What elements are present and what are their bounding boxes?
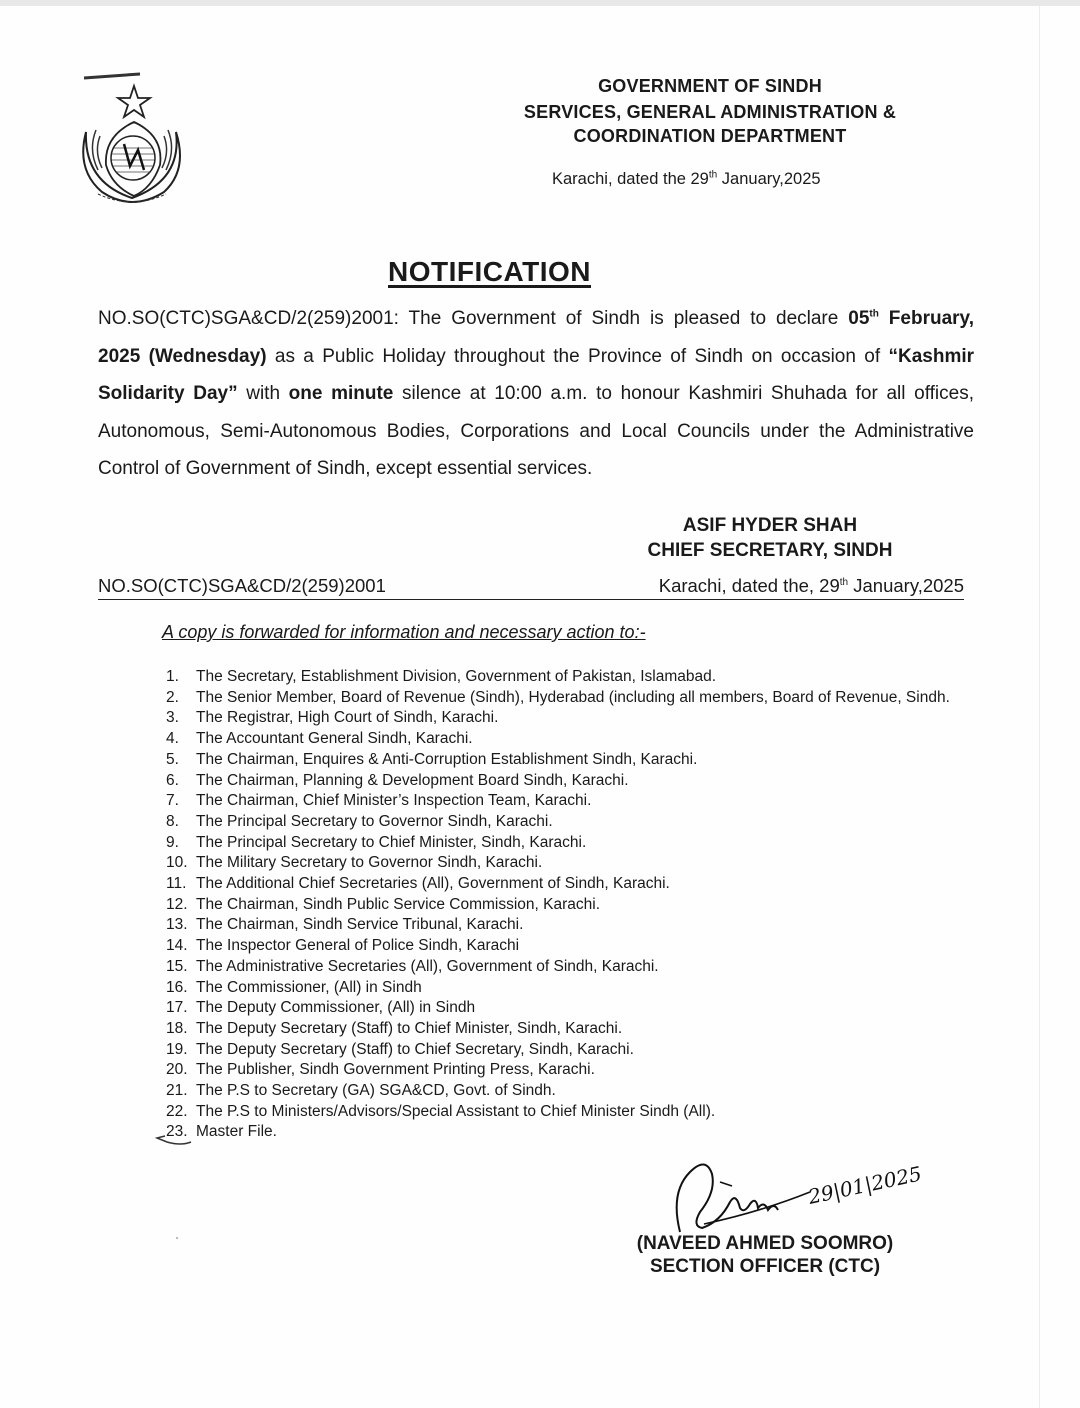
recipient-number: 4. xyxy=(166,730,179,748)
recipient-text: The Chairman, Sindh Service Tribunal, Karachi. xyxy=(196,916,524,934)
recipient-text: The Principal Secretary to Chief Minister, Sindh, Karachi. xyxy=(196,833,587,851)
notification-ref: NO.SO(CTC)SGA&CD/2(259)2001: xyxy=(98,308,399,329)
recipient-item xyxy=(166,729,956,750)
recipient-item xyxy=(166,750,956,771)
recipient-item xyxy=(166,791,956,812)
header-date xyxy=(552,170,821,189)
recipient-item xyxy=(166,1040,956,1061)
recipient-text: Master File. xyxy=(196,1123,277,1141)
recipient-number: 14. xyxy=(166,937,188,955)
recipient-item xyxy=(166,1122,956,1143)
recipient-number: 9. xyxy=(166,833,179,851)
recipient-text: The Inspector General of Police Sindh, Karachi xyxy=(196,937,520,955)
recipient-number: 5. xyxy=(166,750,179,768)
occasion-name: “Kashmir Solidarity Day” xyxy=(98,345,975,404)
recipient-text: The Accountant General Sindh, Karachi. xyxy=(196,730,473,748)
recipient-item xyxy=(166,936,956,957)
signatory-name: ASIF HYDER SHAH xyxy=(682,515,858,536)
reference-number: NO.SO(CTC)SGA&CD/2(259)2001 xyxy=(98,575,386,596)
recipient-text: The Deputy Secretary (Staff) to Chief Minister, Sindh, Karachi. xyxy=(196,1019,623,1037)
reference-date-sup: th xyxy=(839,576,849,588)
recipient-number: 22. xyxy=(166,1102,188,1120)
recipient-item xyxy=(166,771,956,792)
recipient-number: 12. xyxy=(166,895,188,913)
silence-duration: one minute xyxy=(288,383,394,404)
header-date-suffix: January,2025 xyxy=(717,170,821,188)
recipient-item xyxy=(166,833,956,854)
recipient-text: The Additional Chief Secretaries (All), Government of Sindh, Karachi. xyxy=(196,875,670,893)
holiday-date-sup: th xyxy=(869,308,879,320)
officer-name: (NAVEED AHMED SOOMRO) xyxy=(636,1233,894,1254)
recipient-text: The Deputy Secretary (Staff) to Chief Secretary, Sindh, Karachi. xyxy=(196,1040,634,1058)
recipient-number: 21. xyxy=(166,1082,188,1100)
recipient-text: The Military Secretary to Governor Sindh, Karachi. xyxy=(196,854,543,872)
recipient-list xyxy=(166,667,956,1143)
page-right-edge xyxy=(1039,6,1040,1408)
recipient-text: The Chairman, Planning & Development Board Sindh, Karachi. xyxy=(196,771,629,789)
notification-body xyxy=(98,300,974,488)
recipient-number: 23. xyxy=(166,1123,188,1141)
recipient-number: 8. xyxy=(166,812,179,830)
recipient-text: The Chairman, Sindh Public Service Commission, Karachi. xyxy=(196,895,601,913)
recipient-text: The Principal Secretary to Governor Sindh, Karachi. xyxy=(196,812,553,830)
officer-title: SECTION OFFICER (CTC) xyxy=(649,1256,881,1277)
body-text-4: silence at 10:00 a.m. to honour Kashmiri Shuhada for all offices, Autonomous, Semi-Autonomous Bodies, Corporations and Local Councils under the Administrative Control of Government of Sindh, except essential services. xyxy=(98,383,974,479)
recipient-item xyxy=(166,957,956,978)
handwritten-signature xyxy=(640,1152,970,1234)
recipient-number: 16. xyxy=(166,978,188,996)
recipient-text: The Secretary, Establishment Division, Government of Pakistan, Islamabad. xyxy=(196,668,717,685)
recipient-text: The Chairman, Chief Minister’s Inspection Team, Karachi. xyxy=(196,792,592,810)
recipient-item xyxy=(166,1102,956,1123)
recipient-text: The Commissioner, (All) in Sindh xyxy=(196,978,422,996)
government-seal-icon xyxy=(72,70,190,210)
recipient-item xyxy=(166,874,956,895)
recipient-number: 10. xyxy=(166,854,188,872)
recipient-item xyxy=(166,895,956,916)
holiday-date-day: 05 xyxy=(848,308,870,329)
recipient-item xyxy=(166,812,956,833)
recipient-text: The Publisher, Sindh Government Printing Press, Karachi. xyxy=(196,1061,595,1079)
recipient-text: The Chairman, Enquires & Anti-Corruption Establishment Sindh, Karachi. xyxy=(196,750,698,768)
page-top-edge xyxy=(0,0,1080,6)
recipient-number: 2. xyxy=(166,688,179,706)
body-text-3: with xyxy=(237,383,289,404)
recipient-number: 17. xyxy=(166,999,188,1017)
recipient-number: 15. xyxy=(166,957,188,975)
recipient-text: The Administrative Secretaries (All), Government of Sindh, Karachi. xyxy=(196,957,659,975)
recipient-item xyxy=(166,688,956,709)
header-department-line2: COORDINATION DEPARTMENT xyxy=(573,126,847,146)
recipient-text: The Senior Member, Board of Revenue (Sindh), Hyderabad (including all members, Board of Revenue, Sindh. xyxy=(196,688,950,706)
header-date-prefix: Karachi, dated the 29 xyxy=(552,170,709,188)
header-department-line1: SERVICES, GENERAL ADMINISTRATION & xyxy=(523,102,897,122)
reference-date-suffix: January,2025 xyxy=(848,575,964,596)
recipient-item xyxy=(166,978,956,999)
copy-forward-line: A copy is forwarded for information and necessary action to:- xyxy=(162,622,646,642)
recipient-text: The P.S to Ministers/Advisors/Special Assistant to Chief Minister Sindh (All). xyxy=(196,1102,716,1120)
recipient-text: The Deputy Commissioner, (All) in Sindh xyxy=(196,999,476,1017)
recipient-number: 19. xyxy=(166,1040,188,1058)
header-government: GOVERNMENT OF SINDH xyxy=(598,76,822,96)
recipient-item xyxy=(166,915,956,936)
recipient-item xyxy=(166,998,956,1019)
document-title: NOTIFICATION xyxy=(388,256,592,287)
signatory-title: CHIEF SECRETARY, SINDH xyxy=(647,540,893,561)
recipient-number: 3. xyxy=(166,709,179,727)
recipient-number: 13. xyxy=(166,916,188,934)
recipient-number: 6. xyxy=(166,771,179,789)
recipient-number: 18. xyxy=(166,1019,188,1037)
recipient-number: 11. xyxy=(166,875,187,893)
recipient-item xyxy=(166,1019,956,1040)
recipient-item xyxy=(166,1081,956,1102)
body-text-2: as a Public Holiday throughout the Province of Sindh on occasion of xyxy=(266,345,889,367)
tick-mark-icon xyxy=(155,1128,205,1148)
recipient-number: 20. xyxy=(166,1061,188,1079)
signature-date: 29|01|2025 xyxy=(806,1161,924,1209)
header-date-sup: th xyxy=(708,169,718,181)
recipient-item xyxy=(166,853,956,874)
recipient-number: 7. xyxy=(166,792,179,810)
reference-date xyxy=(659,575,964,597)
recipient-item xyxy=(166,1060,956,1081)
recipient-text: The P.S to Secretary (GA) SGA&CD, Govt. of Sindh. xyxy=(196,1082,556,1100)
reference-row xyxy=(98,575,964,600)
scan-speck xyxy=(176,1237,178,1239)
recipient-item xyxy=(166,667,956,688)
recipient-item xyxy=(166,708,956,729)
recipient-number: 1. xyxy=(166,668,179,685)
body-text-1: The Government of Sindh is pleased to declare xyxy=(398,308,849,329)
reference-date-prefix: Karachi, dated the, 29 xyxy=(658,575,840,596)
holiday-date-rest: February, 2025 (Wednesday) xyxy=(98,308,974,367)
recipient-text: The Registrar, High Court of Sindh, Karachi. xyxy=(196,709,499,727)
